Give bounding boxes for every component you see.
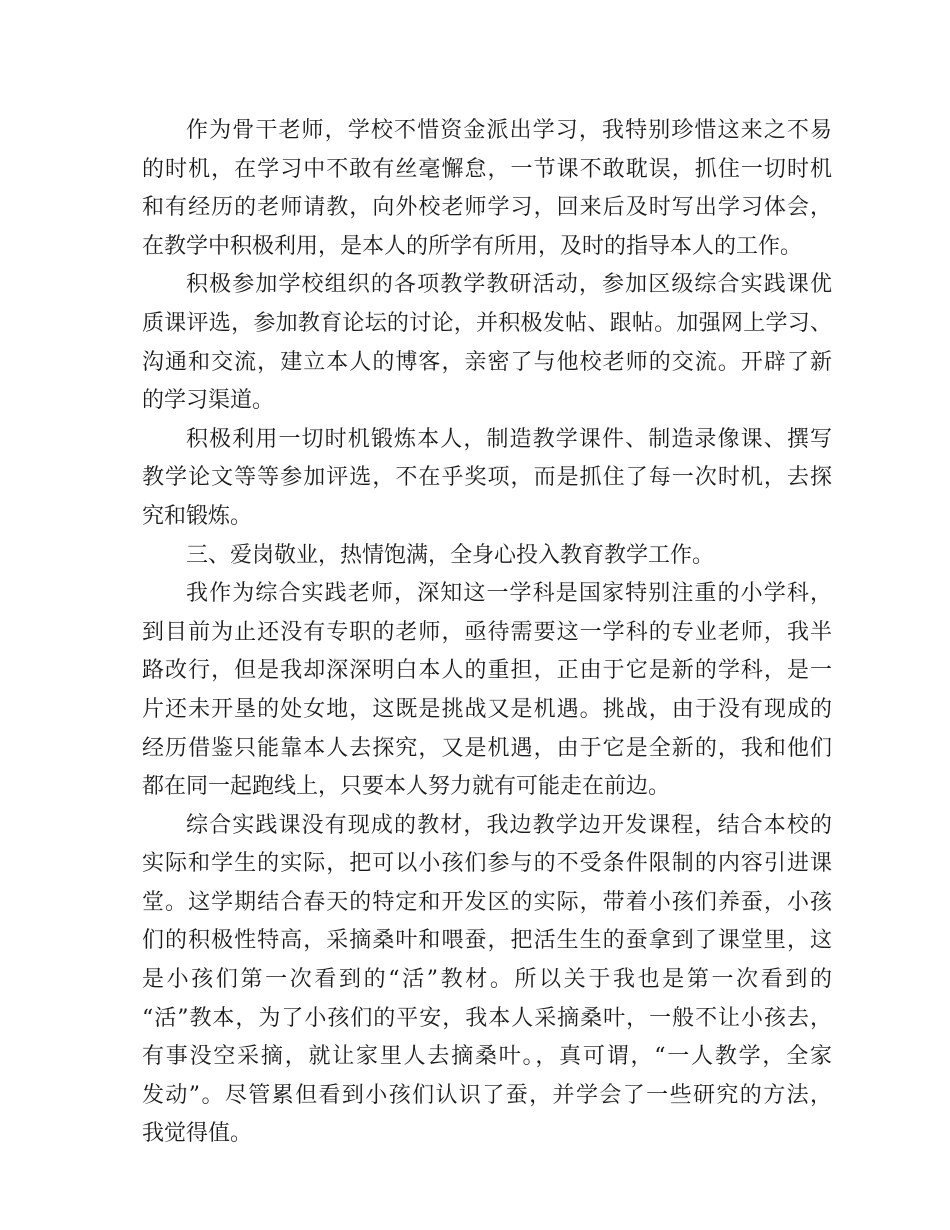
paragraph-self-training: [142, 421, 832, 537]
text-line: 在教学中积极利用，是本人的所学有所用，及时的指导本人的工作。: [142, 233, 803, 259]
text-line: 路改行，但是我却深深明白本人的重担，正由于它是新的学科，是一: [142, 658, 832, 684]
text-line: 我作为综合实践老师，深知这一学科是国家特别注重的小学科，: [186, 581, 832, 607]
text-line: 教学论文等等参加评选，不在乎奖项，而是抓住了每一次时机，去探: [142, 465, 832, 491]
text-line: 是小孩们第一次看到的“活”教材。所以关于我也是第一次看到的: [142, 967, 832, 993]
paragraph-research-activities: [142, 266, 832, 420]
text-line: “活”教本，为了小孩们的平安，我本人采摘桑叶，一般不让小孩去，: [142, 1005, 832, 1031]
document-body: [142, 112, 832, 1154]
text-line: 们的积极性特高，采摘桑叶和喂蚕，把活生生的蚕拿到了课堂里，这: [142, 928, 832, 954]
text-line: 质课评选，参加教育论坛的讨论，并积极发帖、跟帖。加强网上学习、: [142, 310, 832, 336]
paragraph-study-opportunity: [142, 112, 832, 266]
text-line: 究和锻炼。: [142, 503, 253, 529]
text-line: 综合实践课没有现成的教材，我边教学边开发课程，结合本校的: [186, 812, 832, 838]
text-line: 经历借鉴只能靠本人去探究，又是机遇，由于它是全新的，我和他们: [142, 735, 832, 761]
text-line: 的学习渠道。: [142, 388, 275, 414]
text-line: 积极参加学校组织的各项教学教研活动，参加区级综合实践课优: [186, 272, 832, 298]
text-line: 发动”。尽管累但看到小孩们认识了蚕，并学会了一些研究的方法，: [142, 1082, 832, 1108]
text-line: 堂。这学期结合春天的特定和开发区的实际，带着小孩们养蚕，小孩: [142, 889, 832, 915]
section-heading-dedication: [142, 537, 832, 576]
section-heading: 三、爱岗敬业，热情饱满，全身心投入教育教学工作。: [186, 542, 715, 568]
text-line: 有事没空采摘，就让家里人去摘桑叶。，真可谓，“一人教学，全家: [142, 1044, 832, 1070]
text-line: 都在同一起跑线上，只要本人努力就有可能走在前边。: [142, 774, 671, 800]
text-line: 实际和学生的实际，把可以小孩们参与的不受条件限制的内容引进课: [142, 851, 832, 877]
paragraph-silkworm-course: [142, 807, 832, 1154]
text-line: 片还未开垦的处女地，这既是挑战又是机遇。挑战，由于没有现成的: [142, 696, 832, 722]
text-line: 沟通和交流，建立本人的博客，亲密了与他校老师的交流。开辟了新: [142, 349, 832, 375]
text-line: 作为骨干老师，学校不惜资金派出学习，我特别珍惜这来之不易: [186, 118, 832, 143]
paragraph-practice-teacher: [142, 575, 832, 807]
text-line: 和有经历的老师请教，向外校老师学习，回来后及时写出学习体会，: [142, 195, 832, 221]
text-line: 积极利用一切时机锻炼本人，制造教学课件、制造录像课、撰写: [186, 426, 832, 452]
text-line: 我觉得值。: [142, 1121, 253, 1147]
text-line: 的时机，在学习中不敢有丝毫懈怠，一节课不敢耽误，抓住一切时机: [142, 156, 832, 182]
text-line: 到目前为止还没有专职的老师，亟待需要这一学科的专业老师，我半: [142, 619, 832, 645]
